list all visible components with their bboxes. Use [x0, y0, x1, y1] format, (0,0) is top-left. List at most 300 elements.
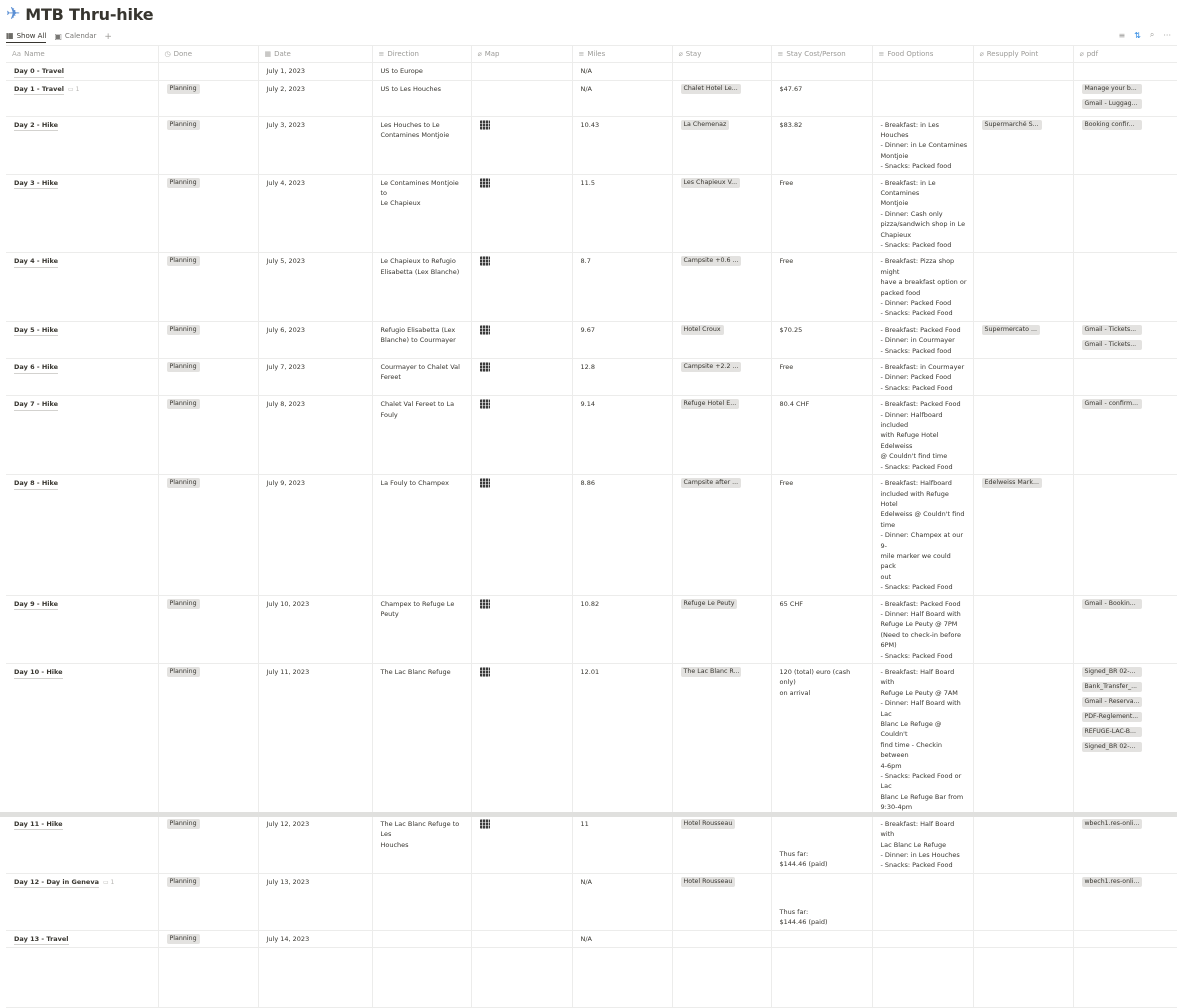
row-title[interactable]: Day 0 - Travel	[14, 67, 64, 78]
cell-food-options[interactable]	[872, 873, 973, 930]
cost-line: 120 (total) euro (cash only)	[779, 668, 851, 687]
empty-cell	[872, 948, 973, 1008]
pdf-file-chip[interactable]: Gmail - Reserva...	[1082, 697, 1142, 707]
cell-pdf[interactable]	[1073, 595, 1177, 663]
cell-date[interactable]	[258, 174, 372, 253]
row-title[interactable]: Day 1 - Travel	[14, 85, 64, 96]
pdf-file-chip[interactable]: wbech1.res-onli...	[1082, 819, 1142, 829]
food-line: - Dinner: Champex at our 9-	[880, 531, 964, 550]
cell-date[interactable]	[258, 873, 372, 930]
column-header-miles[interactable]	[572, 46, 672, 63]
cell-done[interactable]	[158, 815, 258, 873]
cell-stay-cost[interactable]	[771, 116, 872, 174]
row-title[interactable]: Day 2 - Hike	[14, 121, 58, 132]
column-header-name[interactable]	[6, 46, 158, 63]
empty-cell	[158, 948, 258, 1008]
cell-map[interactable]	[471, 253, 572, 321]
cell-stay-cost[interactable]	[771, 321, 872, 358]
table-row[interactable]	[6, 396, 1177, 475]
cell-stay[interactable]	[672, 253, 771, 321]
table-row[interactable]	[6, 873, 1177, 930]
cell-pdf[interactable]	[1073, 475, 1177, 595]
cell-name[interactable]	[6, 475, 158, 595]
cell-food-options[interactable]	[872, 475, 973, 595]
view-bar	[6, 30, 1171, 44]
cell-name[interactable]	[6, 595, 158, 663]
table-row[interactable]	[6, 80, 1177, 116]
cell-resupply[interactable]	[973, 396, 1073, 475]
cell-map[interactable]	[471, 321, 572, 358]
cell-name[interactable]	[6, 873, 158, 930]
table-row[interactable]	[6, 253, 1177, 321]
row-title[interactable]: Day 7 - Hike	[14, 400, 58, 411]
column-label: Stay	[685, 50, 702, 58]
cell-resupply[interactable]	[973, 930, 1073, 948]
cost-line: Free	[779, 178, 794, 187]
cell-stay-cost[interactable]	[771, 930, 872, 948]
cell-date[interactable]	[258, 359, 372, 396]
cell-done[interactable]	[158, 359, 258, 396]
food-line: - Snacks: Packed Food	[880, 309, 953, 318]
cell-miles[interactable]	[572, 475, 672, 595]
cell-miles[interactable]	[572, 664, 672, 816]
cell-pdf[interactable]	[1073, 253, 1177, 321]
cell-stay-cost[interactable]	[771, 475, 872, 595]
cell-stay[interactable]	[672, 664, 771, 816]
cost-line: $144.46 (paid)	[779, 860, 828, 869]
status-badge: Planning	[167, 667, 200, 677]
row-title[interactable]: Day 10 - Hike	[14, 668, 63, 679]
stay-link[interactable]: Chalet Hotel Le...	[681, 84, 741, 94]
comment-count[interactable]	[68, 86, 79, 93]
more-icon[interactable]: ···	[1163, 30, 1171, 40]
cell-direction[interactable]	[372, 116, 471, 174]
table-row[interactable]	[6, 174, 1177, 253]
cell-done[interactable]	[158, 63, 258, 81]
empty-cell	[6, 948, 158, 1008]
cell-name[interactable]	[6, 174, 158, 253]
resupply-link[interactable]: Supermercato ...	[982, 325, 1040, 335]
cell-map[interactable]	[471, 930, 572, 948]
table-row[interactable]	[6, 815, 1177, 873]
cell-direction[interactable]	[372, 930, 471, 948]
food-line: - Snacks: Packed Food	[880, 651, 953, 660]
cell-food-options[interactable]	[872, 63, 973, 81]
food-line: 4-6pm	[880, 761, 902, 770]
cell-stay-cost[interactable]	[771, 253, 872, 321]
cell-done[interactable]	[158, 595, 258, 663]
direction-line: Les Houches to Le	[380, 120, 440, 129]
row-title[interactable]: Day 9 - Hike	[14, 600, 58, 611]
cell-done[interactable]	[158, 321, 258, 358]
cell-resupply[interactable]	[973, 174, 1073, 253]
cell-resupply[interactable]	[973, 595, 1073, 663]
column-type-icon: ⌀	[477, 50, 482, 58]
cell-done[interactable]	[158, 253, 258, 321]
cell-date[interactable]	[258, 396, 372, 475]
cell-food-options[interactable]	[872, 664, 973, 816]
cell-direction[interactable]	[372, 873, 471, 930]
pdf-file-chip[interactable]: Signed_BR 02-...	[1082, 742, 1142, 752]
cell-name[interactable]	[6, 80, 158, 116]
cell-resupply[interactable]	[973, 475, 1073, 595]
empty-cell	[258, 948, 372, 1008]
cell-name[interactable]	[6, 664, 158, 816]
cell-direction[interactable]	[372, 253, 471, 321]
date-value: July 7, 2023	[266, 363, 306, 372]
table-row[interactable]	[6, 116, 1177, 174]
cell-stay-cost[interactable]	[771, 80, 872, 116]
cost-line: $47.67	[779, 84, 803, 93]
cell-pdf[interactable]	[1073, 396, 1177, 475]
column-header-map[interactable]	[471, 46, 572, 63]
cell-direction[interactable]	[372, 595, 471, 663]
stay-link[interactable]: Hotel Rousseau	[681, 819, 736, 829]
map-thumbnail-icon[interactable]	[480, 667, 490, 677]
cell-date[interactable]	[258, 475, 372, 595]
direction-line: Blanche) to Courmayer	[380, 336, 456, 345]
cell-resupply[interactable]	[973, 815, 1073, 873]
stay-link[interactable]: The Lac Blanc R...	[681, 667, 741, 677]
cell-miles[interactable]	[572, 873, 672, 930]
comment-count[interactable]	[103, 879, 114, 886]
cell-stay-cost[interactable]	[771, 815, 872, 873]
stay-link[interactable]: Refuge Hotel E...	[681, 399, 740, 409]
cell-date[interactable]	[258, 815, 372, 873]
row-title[interactable]: Day 13 - Travel	[14, 935, 69, 946]
cell-done[interactable]	[158, 174, 258, 253]
cell-direction[interactable]	[372, 396, 471, 475]
cell-pdf[interactable]	[1073, 80, 1177, 116]
column-header-pdf[interactable]	[1073, 46, 1177, 63]
cell-food-options[interactable]	[872, 253, 973, 321]
column-header-stay[interactable]	[672, 46, 771, 63]
cell-date[interactable]	[258, 595, 372, 663]
column-type-icon: ≡	[578, 50, 585, 58]
table-row[interactable]	[6, 664, 1177, 816]
cell-pdf[interactable]	[1073, 930, 1177, 948]
map-thumbnail-icon[interactable]	[480, 256, 490, 266]
cell-pdf[interactable]	[1073, 359, 1177, 396]
cell-pdf[interactable]	[1073, 116, 1177, 174]
cell-food-options[interactable]	[872, 116, 973, 174]
search-icon[interactable]: ⌕	[1149, 30, 1155, 39]
cell-map[interactable]	[471, 359, 572, 396]
cell-direction[interactable]	[372, 815, 471, 873]
cell-done[interactable]	[158, 873, 258, 930]
cell-done[interactable]	[158, 475, 258, 595]
cell-resupply[interactable]	[973, 359, 1073, 396]
food-line: - Snacks: Packed food	[880, 162, 952, 171]
column-header-direction[interactable]	[372, 46, 471, 63]
empty-row	[6, 948, 1177, 1008]
row-title[interactable]: Day 11 - Hike	[14, 820, 63, 831]
empty-cell	[372, 948, 471, 1008]
cell-date[interactable]	[258, 80, 372, 116]
cell-resupply[interactable]	[973, 873, 1073, 930]
table-row[interactable]	[6, 595, 1177, 663]
cell-pdf[interactable]	[1073, 174, 1177, 253]
food-line: included with Refuge Hotel	[880, 489, 949, 508]
cell-miles[interactable]	[572, 321, 672, 358]
food-line: @ Couldn't find time	[880, 452, 948, 461]
cell-stay-cost[interactable]	[771, 595, 872, 663]
map-thumbnail-icon[interactable]	[480, 599, 490, 609]
cell-date[interactable]	[258, 116, 372, 174]
cell-name[interactable]	[6, 253, 158, 321]
cell-stay[interactable]	[672, 321, 771, 358]
cell-map[interactable]	[471, 174, 572, 253]
cell-direction[interactable]	[372, 475, 471, 595]
cell-miles[interactable]	[572, 253, 672, 321]
row-title[interactable]: Day 5 - Hike	[14, 326, 58, 337]
cell-stay-cost[interactable]	[771, 664, 872, 816]
cell-resupply[interactable]	[973, 664, 1073, 816]
cell-stay[interactable]	[672, 930, 771, 948]
cell-food-options[interactable]	[872, 359, 973, 396]
food-line: Refuge Le Peuty @ 7AM	[880, 688, 958, 697]
cost-line: Free	[779, 257, 794, 266]
cell-name[interactable]	[6, 930, 158, 948]
table-row[interactable]	[6, 930, 1177, 948]
cell-pdf[interactable]	[1073, 63, 1177, 81]
miles-value: 11	[580, 819, 589, 828]
food-line: out	[880, 572, 892, 581]
cell-miles[interactable]	[572, 396, 672, 475]
table-row[interactable]	[6, 475, 1177, 595]
database-table	[6, 45, 1177, 943]
row-title[interactable]: Day 6 - Hike	[14, 363, 58, 374]
cell-resupply[interactable]	[973, 80, 1073, 116]
column-header-date[interactable]	[258, 46, 372, 63]
cell-stay-cost[interactable]	[771, 174, 872, 253]
stay-link[interactable]: Refuge Le Peuty	[681, 599, 738, 609]
cell-stay[interactable]	[672, 815, 771, 873]
cell-map[interactable]	[471, 63, 572, 81]
date-value: July 13, 2023	[266, 877, 310, 886]
cell-done[interactable]	[158, 930, 258, 948]
cell-resupply[interactable]	[973, 253, 1073, 321]
pdf-file-chip[interactable]: Gmail - confirm...	[1082, 399, 1142, 409]
sort-icon[interactable]: ⇅	[1134, 30, 1141, 40]
cell-stay-cost[interactable]	[771, 359, 872, 396]
filter-icon[interactable]: ≡	[1118, 30, 1126, 40]
cost-line: Free	[779, 363, 794, 372]
cell-pdf[interactable]	[1073, 815, 1177, 873]
cell-food-options[interactable]	[872, 930, 973, 948]
cell-name[interactable]	[6, 396, 158, 475]
map-thumbnail-icon[interactable]	[480, 478, 490, 488]
cell-stay[interactable]	[672, 359, 771, 396]
cell-map[interactable]	[471, 475, 572, 595]
cell-name[interactable]	[6, 321, 158, 358]
table-row[interactable]	[6, 359, 1177, 396]
cell-stay[interactable]	[672, 80, 771, 116]
cell-done[interactable]	[158, 116, 258, 174]
cell-miles[interactable]	[572, 930, 672, 948]
stay-link[interactable]: La Chemenaz	[681, 120, 730, 130]
stay-link[interactable]: Hotel Rousseau	[681, 877, 736, 887]
pdf-file-chip[interactable]: Gmail - Tickets...	[1082, 340, 1142, 350]
cell-food-options[interactable]	[872, 595, 973, 663]
cost-line: $144.46 (paid)	[779, 918, 828, 927]
cell-miles[interactable]	[572, 359, 672, 396]
cell-food-options[interactable]	[872, 80, 973, 116]
resupply-link[interactable]: Supermarché S...	[982, 120, 1042, 130]
pdf-file-chip[interactable]: Booking confir...	[1082, 120, 1142, 130]
food-line: - Breakfast: Packed Food	[880, 400, 961, 409]
map-thumbnail-icon[interactable]	[480, 362, 490, 372]
food-line: - Dinner: Cash only	[880, 209, 943, 218]
tab-calendar[interactable]	[54, 32, 96, 43]
direction-line: US to Europe	[380, 67, 423, 75]
cell-stay-cost[interactable]	[771, 63, 872, 81]
cell-food-options[interactable]	[872, 396, 973, 475]
pdf-file-chip[interactable]: Gmail - Luggag...	[1082, 99, 1142, 109]
column-header-done[interactable]	[158, 46, 258, 63]
cell-stay[interactable]	[672, 63, 771, 81]
stay-link[interactable]: Hotel Croux	[681, 325, 724, 335]
row-title[interactable]: Day 12 - Day in Geneva	[14, 878, 99, 889]
cell-miles[interactable]	[572, 595, 672, 663]
food-line: pizza/sandwich shop in Le	[880, 220, 966, 229]
food-line: - Breakfast: Packed Food	[880, 325, 961, 334]
food-line: (Need to check-in before	[880, 630, 961, 639]
pdf-file-chip[interactable]: Manage your b...	[1082, 84, 1142, 94]
row-title[interactable]: Day 8 - Hike	[14, 479, 58, 490]
cell-name[interactable]	[6, 63, 158, 81]
cell-direction[interactable]	[372, 664, 471, 816]
cell-map[interactable]	[471, 873, 572, 930]
cell-done[interactable]	[158, 396, 258, 475]
cell-pdf[interactable]	[1073, 873, 1177, 930]
pdf-file-chip[interactable]: REFUGE-LAC-B...	[1082, 727, 1142, 737]
cell-resupply[interactable]	[973, 63, 1073, 81]
column-header-stay-cost-person[interactable]	[771, 46, 872, 63]
column-header-food-options[interactable]	[872, 46, 973, 63]
pdf-file-chip[interactable]: Gmail - Tickets...	[1082, 325, 1142, 335]
pdf-file-chip[interactable]: Gmail - Bookin...	[1082, 599, 1142, 609]
cell-direction[interactable]	[372, 80, 471, 116]
tab-label: Calendar	[64, 32, 97, 40]
food-line: - Snacks: Packed food	[880, 346, 952, 355]
cell-name[interactable]	[6, 815, 158, 873]
horizontal-scrollbar[interactable]	[0, 812, 1177, 817]
cell-stay[interactable]	[672, 174, 771, 253]
date-value: July 8, 2023	[266, 400, 306, 409]
map-thumbnail-icon[interactable]	[480, 120, 490, 130]
map-thumbnail-icon[interactable]	[480, 325, 490, 335]
cell-map[interactable]	[471, 664, 572, 816]
cell-map[interactable]	[471, 396, 572, 475]
cell-miles[interactable]	[572, 80, 672, 116]
cell-map[interactable]	[471, 116, 572, 174]
cell-date[interactable]	[258, 664, 372, 816]
cell-done[interactable]	[158, 664, 258, 816]
cell-resupply[interactable]	[973, 321, 1073, 358]
stay-link[interactable]: Campsite after ...	[681, 478, 741, 488]
cell-date[interactable]	[258, 253, 372, 321]
row-title[interactable]: Day 3 - Hike	[14, 179, 58, 190]
cell-pdf[interactable]	[1073, 664, 1177, 816]
cell-stay[interactable]	[672, 475, 771, 595]
cell-map[interactable]	[471, 815, 572, 873]
cell-miles[interactable]	[572, 815, 672, 873]
empty-cell	[471, 948, 572, 1008]
cell-direction[interactable]	[372, 63, 471, 81]
food-line: - Dinner: Half Board with Lac	[880, 699, 961, 718]
cell-map[interactable]	[471, 595, 572, 663]
cell-miles[interactable]	[572, 174, 672, 253]
column-label: Date	[274, 50, 291, 58]
column-header-resupply-point[interactable]	[973, 46, 1073, 63]
food-line: - Dinner: Packed Food	[880, 299, 952, 307]
cell-resupply[interactable]	[973, 116, 1073, 174]
food-line: - Snacks: Packed Food	[880, 383, 953, 392]
map-thumbnail-icon[interactable]	[480, 819, 490, 829]
cost-line: on arrival	[779, 688, 811, 697]
cell-stay[interactable]	[672, 595, 771, 663]
pdf-file-chip[interactable]: Bank_Transfer_...	[1082, 682, 1142, 692]
cell-direction[interactable]	[372, 174, 471, 253]
cell-stay-cost[interactable]	[771, 396, 872, 475]
stay-link[interactable]: Campsite +0.6 ...	[681, 256, 741, 266]
pdf-file-chip[interactable]: PDF-Reglement...	[1082, 712, 1142, 722]
cell-done[interactable]	[158, 80, 258, 116]
pdf-file-chip[interactable]: Signed_BR 02-...	[1082, 667, 1142, 677]
cell-date[interactable]	[258, 63, 372, 81]
cell-direction[interactable]	[372, 321, 471, 358]
row-title[interactable]: Day 4 - Hike	[14, 257, 58, 268]
stay-link[interactable]: Les Chapieux V...	[681, 178, 741, 188]
cell-date[interactable]	[258, 930, 372, 948]
add-view-button[interactable]: +	[104, 32, 112, 42]
food-line: Edelweiss @ Couldn't find	[880, 510, 965, 519]
cell-date[interactable]	[258, 321, 372, 358]
cell-stay[interactable]	[672, 116, 771, 174]
food-line: - Breakfast: Halfboard	[880, 479, 952, 488]
cell-name[interactable]	[6, 359, 158, 396]
cost-spacer	[780, 819, 867, 849]
pdf-file-chip[interactable]: wbech1.res-onli...	[1082, 877, 1142, 887]
stay-link[interactable]: Campsite +2.2 ...	[681, 362, 741, 372]
tab-show-all[interactable]	[6, 31, 46, 43]
map-thumbnail-icon[interactable]	[480, 178, 490, 188]
cell-name[interactable]	[6, 116, 158, 174]
status-badge: Planning	[167, 325, 200, 335]
comment-icon: ▭	[102, 878, 111, 886]
status-badge: Planning	[167, 934, 200, 944]
column-label: Stay Cost/Person	[786, 50, 846, 58]
resupply-link[interactable]: Edelweiss Mark...	[982, 478, 1042, 488]
cell-food-options[interactable]	[872, 321, 973, 358]
cell-direction[interactable]	[372, 359, 471, 396]
food-line: with Refuge Hotel Edelweiss	[880, 431, 939, 450]
cell-miles[interactable]	[572, 63, 672, 81]
cell-food-options[interactable]	[872, 174, 973, 253]
direction-line: Refugio Elisabetta (Lex	[380, 325, 456, 334]
cell-pdf[interactable]	[1073, 321, 1177, 358]
map-thumbnail-icon[interactable]	[480, 399, 490, 409]
cell-miles[interactable]	[572, 116, 672, 174]
cell-stay[interactable]	[672, 873, 771, 930]
cell-stay-cost[interactable]	[771, 873, 872, 930]
cell-stay[interactable]	[672, 396, 771, 475]
cell-map[interactable]	[471, 80, 572, 116]
table-row[interactable]	[6, 63, 1177, 81]
cell-food-options[interactable]	[872, 815, 973, 873]
table-row[interactable]	[6, 321, 1177, 358]
